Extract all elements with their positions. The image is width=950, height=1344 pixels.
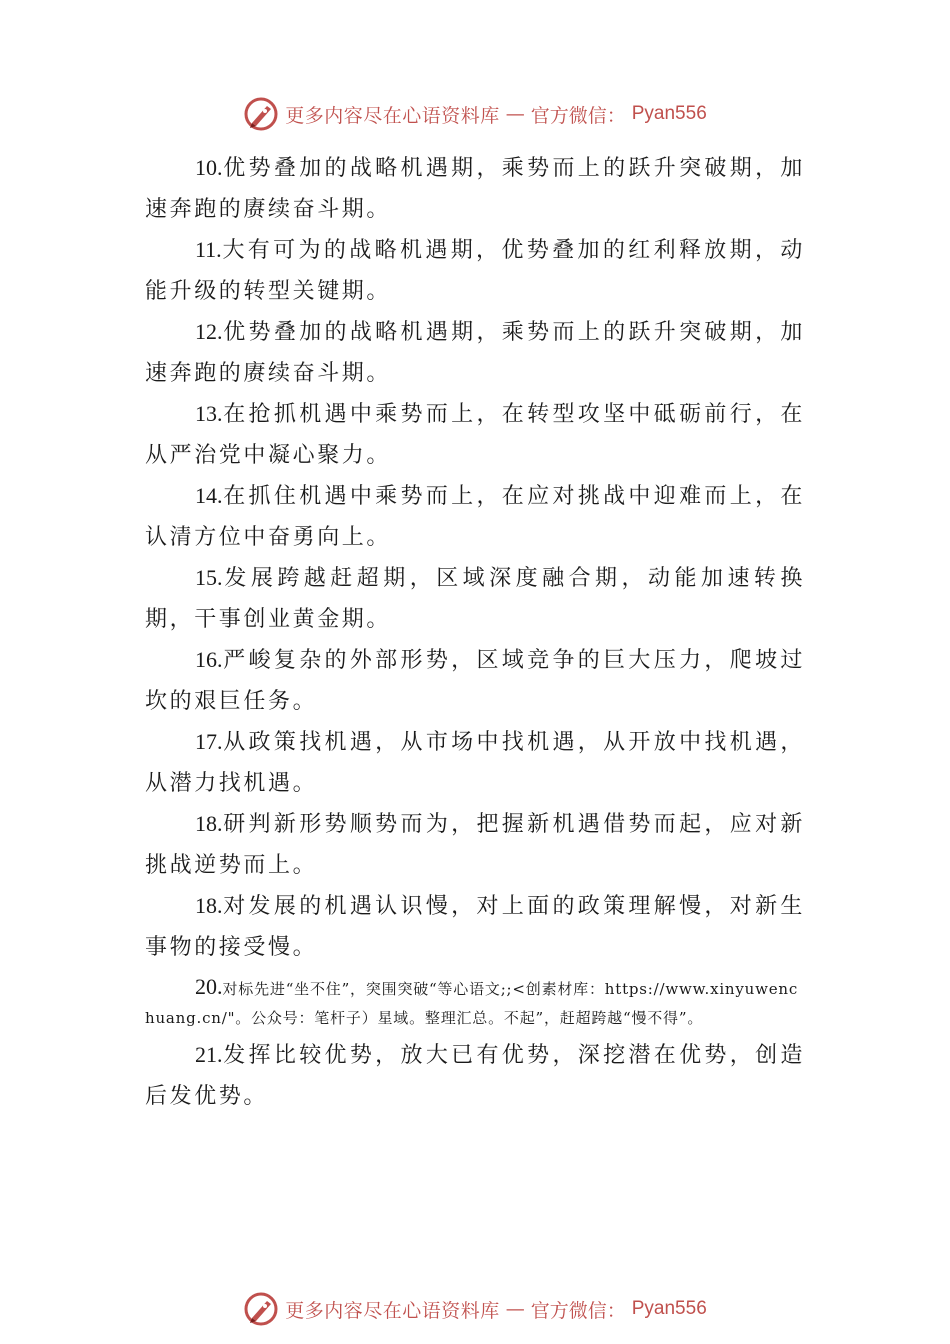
footer-brand-text: 更多内容尽在心语资料库 — [285, 1299, 500, 1322]
footer-dash: — — [505, 1298, 525, 1320]
item-text: 在抢抓机遇中乘势而上，在转型攻坚中砥砺前行，在从严治党中凝心聚力。 — [145, 402, 805, 468]
item-text: 发展跨越赶超期，区域深度融合期，动能加速转换期，干事创业黄金期。 — [145, 566, 805, 632]
list-item — [145, 886, 805, 968]
list-item — [145, 640, 805, 722]
item-number: 11. — [195, 237, 222, 262]
item-number: 14. — [195, 483, 223, 508]
pen-logo-icon — [243, 96, 279, 132]
pen-logo-icon — [243, 1291, 279, 1327]
footer-banner — [0, 1289, 950, 1329]
item-text: 优势叠加的战略机遇期，乘势而上的跃升突破期，加速奔跑的赓续奋斗期。 — [145, 320, 805, 386]
item-text: 对发展的机遇认识慢，对上面的政策理解慢，对新生事物的接受慢。 — [145, 894, 805, 960]
header-dash: — — [505, 103, 525, 125]
item-number: 20. — [195, 974, 223, 999]
list-item — [145, 804, 805, 886]
list-item — [145, 558, 805, 640]
list-item — [145, 476, 805, 558]
header-wechat-handle: Pyan556 — [631, 103, 707, 124]
list-item — [145, 1035, 805, 1117]
item-text: 在抓住机遇中乘势而上，在应对挑战中迎难而上，在认清方位中奋勇向上。 — [145, 484, 805, 550]
item-text: 发挥比较优势，放大已有优势，深挖潜在优势，创造后发优势。 — [145, 1043, 805, 1109]
list-item-small — [145, 972, 805, 1033]
header-official-label: 官方微信： — [530, 104, 626, 127]
item-number: 21. — [195, 1042, 223, 1067]
footer-official-label: 官方微信： — [530, 1299, 626, 1322]
document-body — [145, 148, 805, 1117]
item-number: 10. — [195, 155, 223, 180]
header-brand-text: 更多内容尽在心语资料库 — [285, 104, 500, 127]
item-text: 从政策找机遇，从市场中找机遇，从开放中找机遇，从潜力找机遇。 — [145, 730, 805, 796]
item-number: 17. — [195, 729, 223, 754]
item-text: 大有可为的战略机遇期，优势叠加的红利释放期，动能升级的转型关键期。 — [145, 238, 805, 304]
list-item — [145, 722, 805, 804]
item-text: 对标先进“坐不住”，突围突破“等心语文;;<创素材库：https://www.xinyuwenchuang.cn/"。公众号：笔杆子）星域。整理汇总。不起”，赶超跨越“慢不得”。 — [145, 980, 799, 1027]
list-item — [145, 230, 805, 312]
item-text: 优势叠加的战略机遇期，乘势而上的跃升突破期，加速奔跑的赓续奋斗期。 — [145, 156, 805, 222]
item-number: 18. — [195, 893, 223, 918]
list-item — [145, 148, 805, 230]
item-text: 研判新形势顺势而为，把握新机遇借势而起，应对新挑战逆势而上。 — [145, 812, 805, 878]
item-number: 18. — [195, 811, 223, 836]
item-number: 15. — [195, 565, 223, 590]
item-number: 12. — [195, 319, 223, 344]
footer-wechat-handle: Pyan556 — [631, 1298, 707, 1319]
item-number: 13. — [195, 401, 223, 426]
item-number: 16. — [195, 647, 223, 672]
list-item — [145, 394, 805, 476]
header-banner — [0, 94, 950, 134]
item-text: 严峻复杂的外部形势，区域竞争的巨大压力，爬坡过坎的艰巨任务。 — [145, 648, 805, 714]
list-item — [145, 312, 805, 394]
